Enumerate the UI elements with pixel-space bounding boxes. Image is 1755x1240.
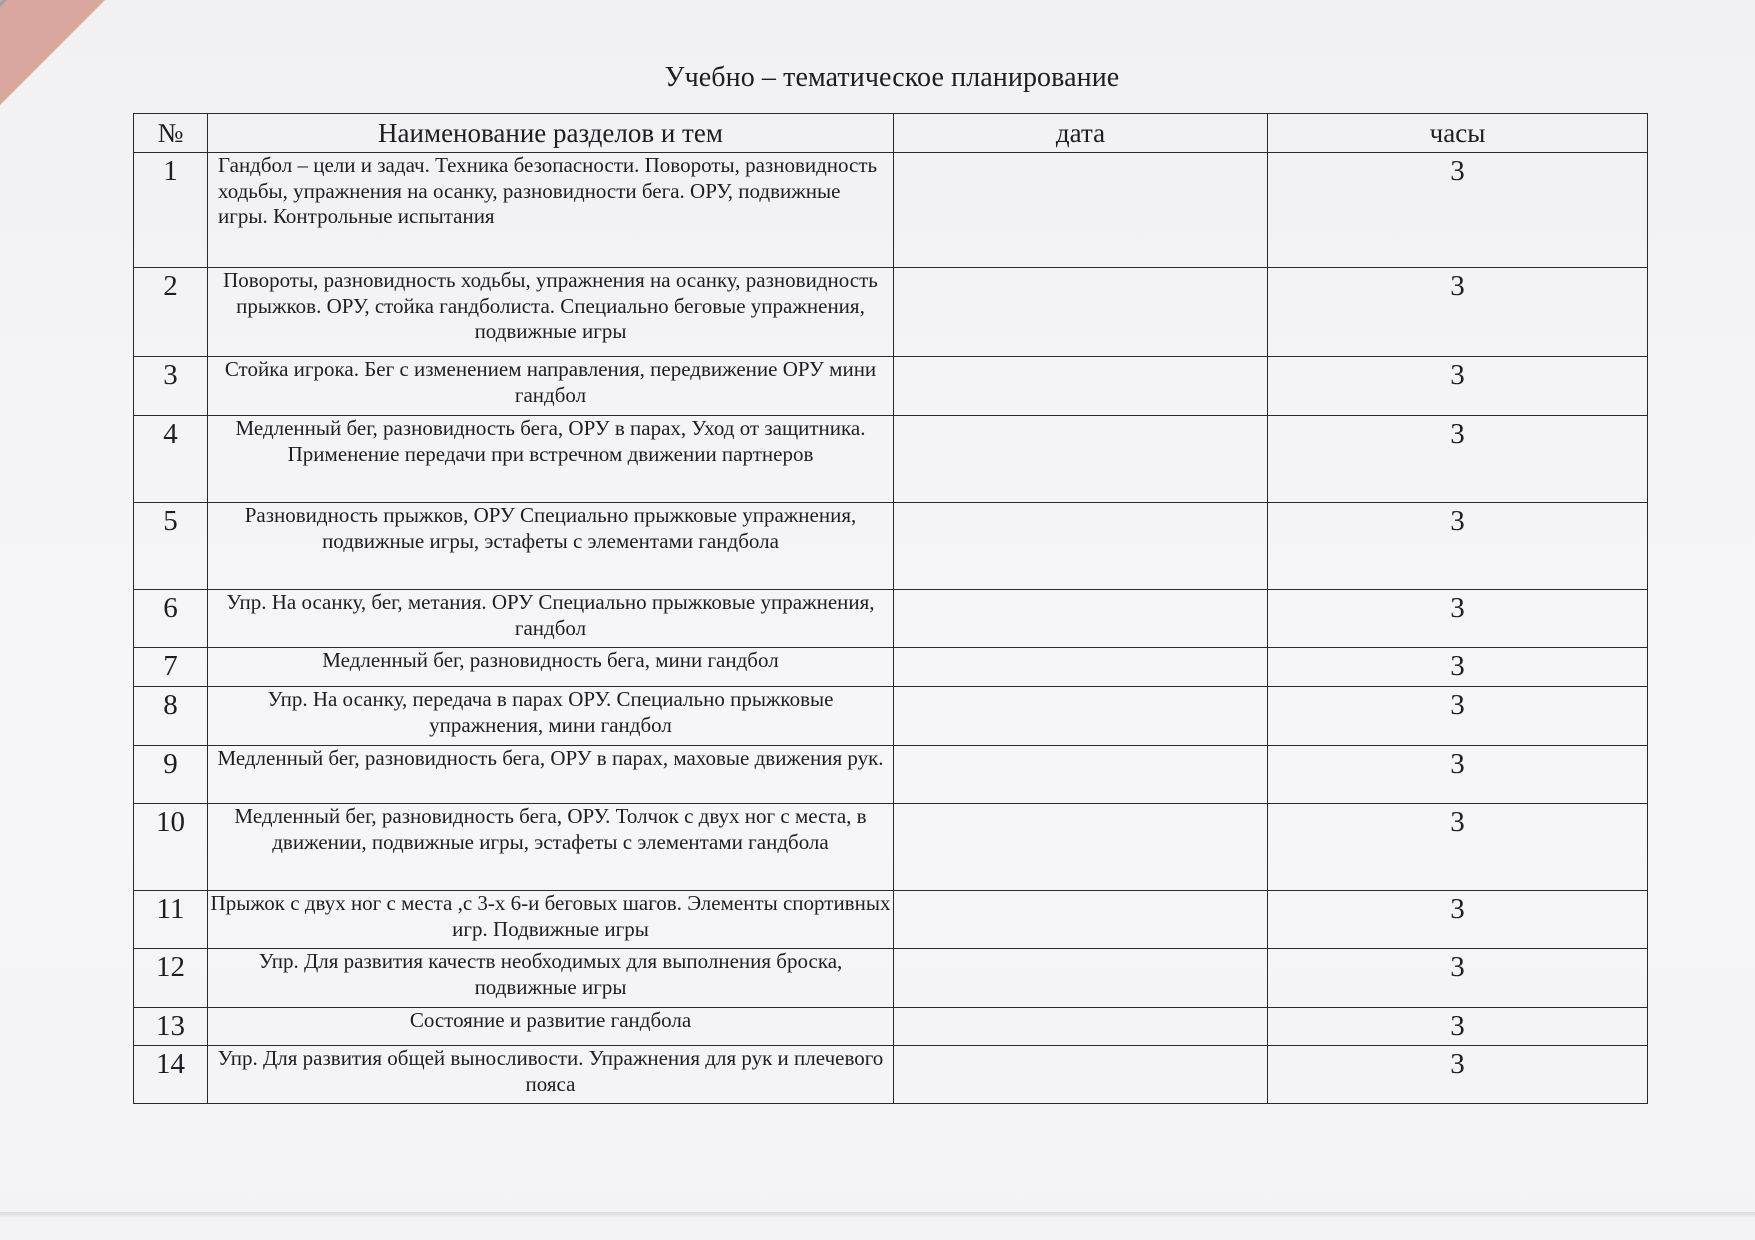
row-number: 7 [134,648,208,687]
table-row [134,1008,1648,1046]
row-date [894,1008,1268,1046]
row-hours: 3 [1268,949,1648,1008]
row-topic: Медленный бег, разновидность бега, ОРУ. Толчок с двух ног с места, в движении, подвижные игры, эстафеты с элементами гандбола [208,804,894,891]
table-row [134,746,1648,804]
row-topic: Стойка игрока. Бег с изменением направления, передвижение ОРУ мини гандбол [208,357,894,416]
row-date [894,153,1268,268]
table-row [134,949,1648,1008]
row-topic: Прыжок с двух ног с места ,с 3-х 6-и беговых шагов. Элементы спортивных игр. Подвижные игры [208,891,894,949]
table-row [134,804,1648,891]
row-topic: Упр. Для развития качеств необходимых для выполнения броска, подвижные игры [208,949,894,1008]
folded-corner [0,0,105,105]
document-title: Учебно – тематическое планирование [664,62,1120,93]
row-hours: 3 [1268,648,1648,687]
row-hours: 3 [1268,416,1648,503]
row-number: 11 [134,891,208,949]
row-number: 12 [134,949,208,1008]
table-row [134,648,1648,687]
row-date [894,590,1268,648]
row-date [894,949,1268,1008]
row-hours: 3 [1268,891,1648,949]
row-date [894,503,1268,590]
row-date [894,416,1268,503]
page-bottom-edge [0,1212,1755,1218]
header-number: № [134,114,208,153]
row-number: 8 [134,687,208,746]
row-topic: Разновидность прыжков, ОРУ Специально прыжковые упражнения, подвижные игры, эстафеты с элементами гандбола [208,503,894,590]
row-date [894,891,1268,949]
row-hours: 3 [1268,1046,1648,1104]
row-topic: Гандбол – цели и задач. Техника безопасности. Повороты, разновидность ходьбы, упражнения на осанку, разновидности бега. ОРУ, подвижные игры. Контрольные испытания [208,153,894,268]
row-number: 6 [134,590,208,648]
row-number: 10 [134,804,208,891]
table-row [134,590,1648,648]
row-topic: Упр. На осанку, бег, метания. ОРУ Специально прыжковые упражнения, гандбол [208,590,894,648]
row-topic: Состояние и развитие гандбола [208,1008,894,1046]
header-date: дата [894,114,1268,153]
row-number: 3 [134,357,208,416]
row-topic: Медленный бег, разновидность бега, ОРУ в парах, Уход от защитника. Применение передачи при встречном движении партнеров [208,416,894,503]
row-topic: Упр. На осанку, передача в парах ОРУ. Специально прыжковые упражнения, мини гандбол [208,687,894,746]
row-topic: Упр. Для развития общей выносливости. Упражнения для рук и плечевого пояса [208,1046,894,1104]
row-topic: Повороты, разновидность ходьбы, упражнения на осанку, разновидность прыжков. ОРУ, стойка гандболиста. Специально беговые упражнения, подвижные игры [208,268,894,357]
row-hours: 3 [1268,804,1648,891]
row-hours: 3 [1268,357,1648,416]
row-hours: 3 [1268,153,1648,268]
header-topic-name: Наименование разделов и тем [208,114,894,153]
table-row [134,1046,1648,1104]
row-date [894,1046,1268,1104]
row-hours: 3 [1268,1008,1648,1046]
row-hours: 3 [1268,268,1648,357]
row-topic: Медленный бег, разновидность бега, мини гандбол [208,648,894,687]
row-date [894,357,1268,416]
row-number: 4 [134,416,208,503]
row-number: 2 [134,268,208,357]
table-row [134,891,1648,949]
row-date [894,687,1268,746]
row-number: 1 [134,153,208,268]
row-number: 9 [134,746,208,804]
table-row [134,357,1648,416]
table-row [134,687,1648,746]
row-date [894,268,1268,357]
table-row [134,416,1648,503]
row-number: 5 [134,503,208,590]
row-number: 13 [134,1008,208,1046]
row-date [894,804,1268,891]
row-hours: 3 [1268,590,1648,648]
row-hours: 3 [1268,687,1648,746]
row-date [894,648,1268,687]
table-row [134,153,1648,268]
plan-table [133,113,1648,1104]
row-hours: 3 [1268,746,1648,804]
row-date [894,746,1268,804]
table-row [134,503,1648,590]
row-number: 14 [134,1046,208,1104]
header-hours: часы [1268,114,1648,153]
row-hours: 3 [1268,503,1648,590]
table-header-row [134,114,1648,153]
table-row [134,268,1648,357]
row-topic: Медленный бег, разновидность бега, ОРУ в парах, маховые движения рук. [208,746,894,804]
